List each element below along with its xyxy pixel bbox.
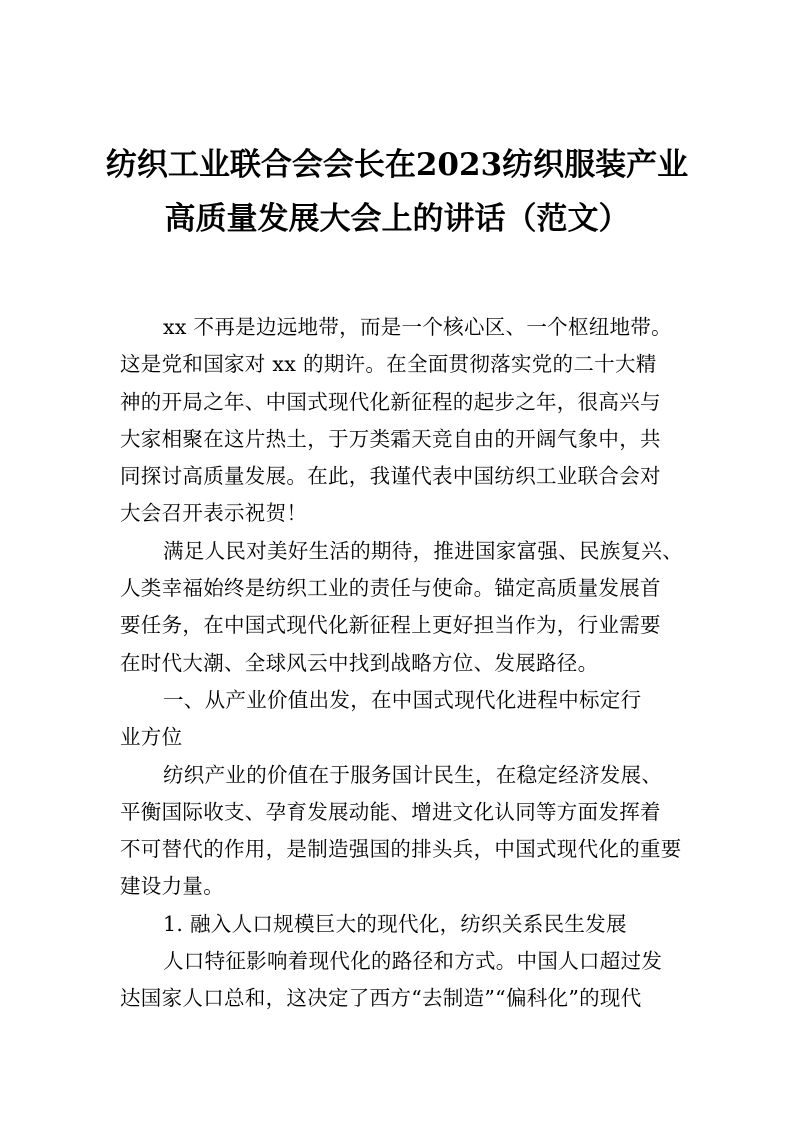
body-text-line: 建设力量。 — [120, 874, 224, 899]
body-text-line: xx 不再是边远地带，而是一个核心区、一个枢纽地带。 — [163, 315, 672, 339]
body-text-line: 满足人民对美好生活的期待，推进国家富强、民族复兴、 — [163, 538, 683, 563]
body-text-line: 不可替代的作用，是制造强国的排头兵，中国式现代化的重要 — [120, 837, 682, 862]
body-text-line: 平衡国际收支、孕育发展动能、增进文化认同等方面发挥着 — [120, 799, 661, 824]
body-text-line: 人类幸福始终是纺织工业的责任与使命。锚定高质量发展首 — [120, 576, 661, 601]
title-line-2: 高质量发展大会上的讲话（范文） — [164, 201, 630, 237]
body-text-line: 1. 融入人口规模巨大的现代化，纺织关系民生发展 — [163, 911, 627, 936]
body-text-line: 要任务，在中国式现代化新征程上更好担当作为，行业需要 — [120, 613, 661, 638]
body-text-line: 大家相聚在这片热土，于万类霜天竞自由的开阔气象中，共 — [120, 426, 661, 451]
body-text-line: 在时代大潮、全球风云中找到战略方位、发展路径。 — [120, 650, 599, 675]
body-text-line: 这是党和国家对 xx 的期许。在全面贯彻落实党的二十大精 — [120, 352, 657, 377]
body-text-line: 神的开局之年、中国式现代化新征程的起步之年，很高兴与 — [120, 389, 661, 414]
document-title — [0, 138, 794, 246]
body-text-line: 人口特征影响着现代化的路径和方式。中国人口超过发 — [163, 949, 663, 974]
body-text-line: 一、从产业价值出发，在中国式现代化进程中标定行 — [163, 687, 642, 712]
document-body — [120, 309, 690, 1018]
body-text-line: 纺织产业的价值在于服务国计民生，在稳定经济发展、 — [163, 762, 663, 787]
title-line-1: 纺织工业联合会会长在2023纺织服装产业 — [105, 147, 689, 183]
body-text-line: 达国家人口总和，这决定了西方“去制造”“偏科化”的现代 — [120, 986, 642, 1011]
body-text-line: 同探讨高质量发展。在此，我谨代表中国纺织工业联合会对 — [120, 464, 661, 489]
body-text-line: 大会召开表示祝贺！ — [120, 501, 308, 526]
body-text-line: 业方位 — [120, 725, 183, 750]
